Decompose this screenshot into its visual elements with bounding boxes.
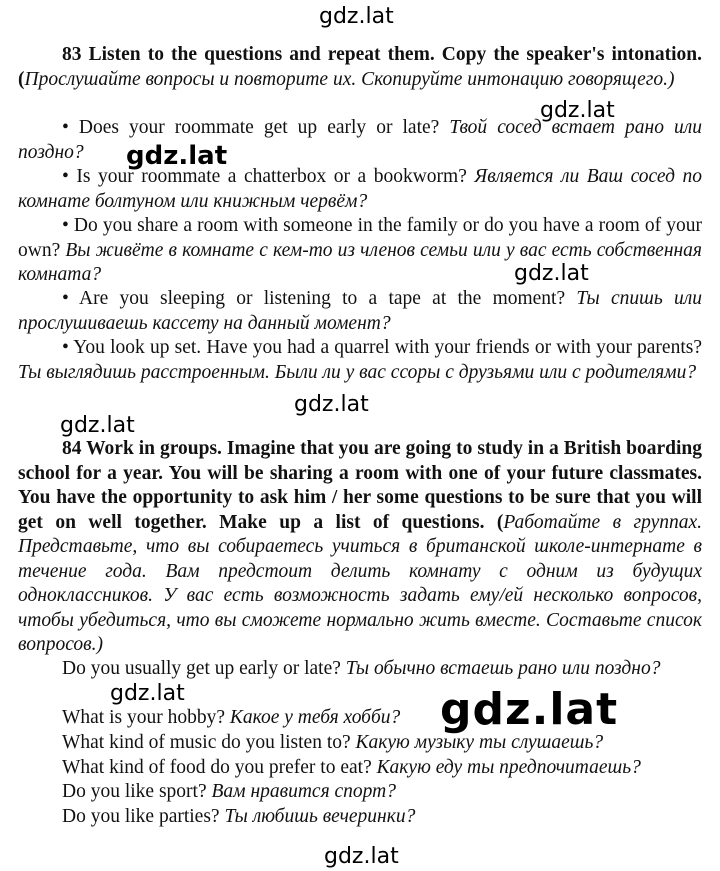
item-english: • Do you share a room with someone in the family or do you have a room of your own? bbox=[18, 215, 702, 261]
question-translation: Вам нравится спорт? bbox=[211, 781, 397, 802]
item-translation: Ты спишь или прослушиваешь кассету на данный момент? bbox=[18, 288, 702, 334]
exercise-84-question bbox=[18, 657, 702, 682]
item-english: • Does your roommate get up early or late? bbox=[62, 117, 450, 138]
watermark: gdz.lat bbox=[440, 684, 619, 735]
watermark: gdz.lat bbox=[540, 98, 615, 123]
watermark: gdz.lat bbox=[110, 681, 185, 706]
exercise-84-title: 84 Work in groups. Imagine that you are going to study in a British boarding school for a year. You will be sharing a room with one of your future classmates. You have the opportunity to ask him / her some questions to be sure that you will get on well together. Make up a list of questions. ( bbox=[18, 438, 702, 533]
question-english: What kind of music do you listen to? bbox=[62, 732, 356, 753]
watermark: gdz.lat bbox=[514, 261, 589, 286]
item-translation: Ты выглядишь расстроенным. Были ли у вас ссоры с друзьями или с родителями? bbox=[18, 361, 697, 383]
item-translation: Твой сосед встает рано или поздно? bbox=[18, 117, 702, 163]
question-english: Do you usually get up early or late? bbox=[62, 658, 346, 679]
item-english: • Is your roommate a chatterbox or a bookworm? bbox=[62, 166, 475, 187]
question-translation: Ты любишь вечеринки? bbox=[224, 806, 416, 827]
exercise-84-question bbox=[62, 805, 415, 830]
question-english: Do you like sport? bbox=[62, 781, 212, 802]
question-translation: Какую музыку ты слушаешь? bbox=[355, 732, 604, 753]
exercise-84-question bbox=[62, 780, 396, 805]
exercise-84-instructions bbox=[18, 437, 702, 658]
item-english: • Are you sleeping or listening to a tape at the moment? bbox=[62, 288, 577, 309]
question-translation: Ты обычно встаешь рано или поздно? bbox=[345, 658, 661, 679]
item-english: • You look up set. Have you had a quarrel with your friends or with your parents? bbox=[62, 337, 702, 358]
question-translation: Какое у тебя хобби? bbox=[229, 707, 401, 728]
exercise-83-title: 83 Listen to the questions and repeat them. Copy the speaker's intonation. ( bbox=[18, 44, 702, 90]
exercise-83-item bbox=[18, 116, 702, 165]
watermark: gdz.lat bbox=[324, 844, 399, 869]
exercise-83-item bbox=[18, 287, 702, 336]
exercise-83-item bbox=[18, 336, 702, 385]
watermark: gdz.lat bbox=[319, 4, 394, 29]
exercise-84-title-translation: Работайте в группах. Представьте, что вы собираетесь учиться в британской школе-интернате в течение года. Вам предстоит делить комнату с одним из будущих одноклассников. У вас есть возможность задать ему/ей несколько вопросов, чтобы убедиться, что вы сможете нормально жить вместе. Составьте список вопросов.) bbox=[18, 511, 703, 655]
question-english: Do you like parties? bbox=[62, 806, 225, 827]
question-translation: Какую еду ты предпочитаешь? bbox=[376, 757, 641, 778]
question-english: What kind of food do you prefer to eat? bbox=[62, 757, 377, 778]
exercise-83-item bbox=[18, 214, 702, 288]
watermark: gdz.lat bbox=[126, 141, 228, 171]
question-english: What is your hobby? bbox=[62, 707, 230, 728]
exercise-83-instructions bbox=[18, 43, 702, 92]
item-translation: Является ли Ваш сосед по комнате болтуном или книжным червём? bbox=[18, 166, 702, 212]
watermark: gdz.lat bbox=[294, 392, 369, 417]
watermark: gdz.lat bbox=[60, 413, 135, 438]
item-translation: Вы живёте в комнате с кем-то из членов семьи или у вас есть собственная комната? bbox=[18, 239, 702, 285]
exercise-84-question bbox=[62, 706, 400, 731]
exercise-84-question bbox=[62, 756, 641, 781]
exercise-83-item bbox=[18, 165, 702, 214]
exercise-83-title-translation: Прослушайте вопросы и повторите их. Скопируйте интонацию говорящего.) bbox=[24, 68, 675, 90]
